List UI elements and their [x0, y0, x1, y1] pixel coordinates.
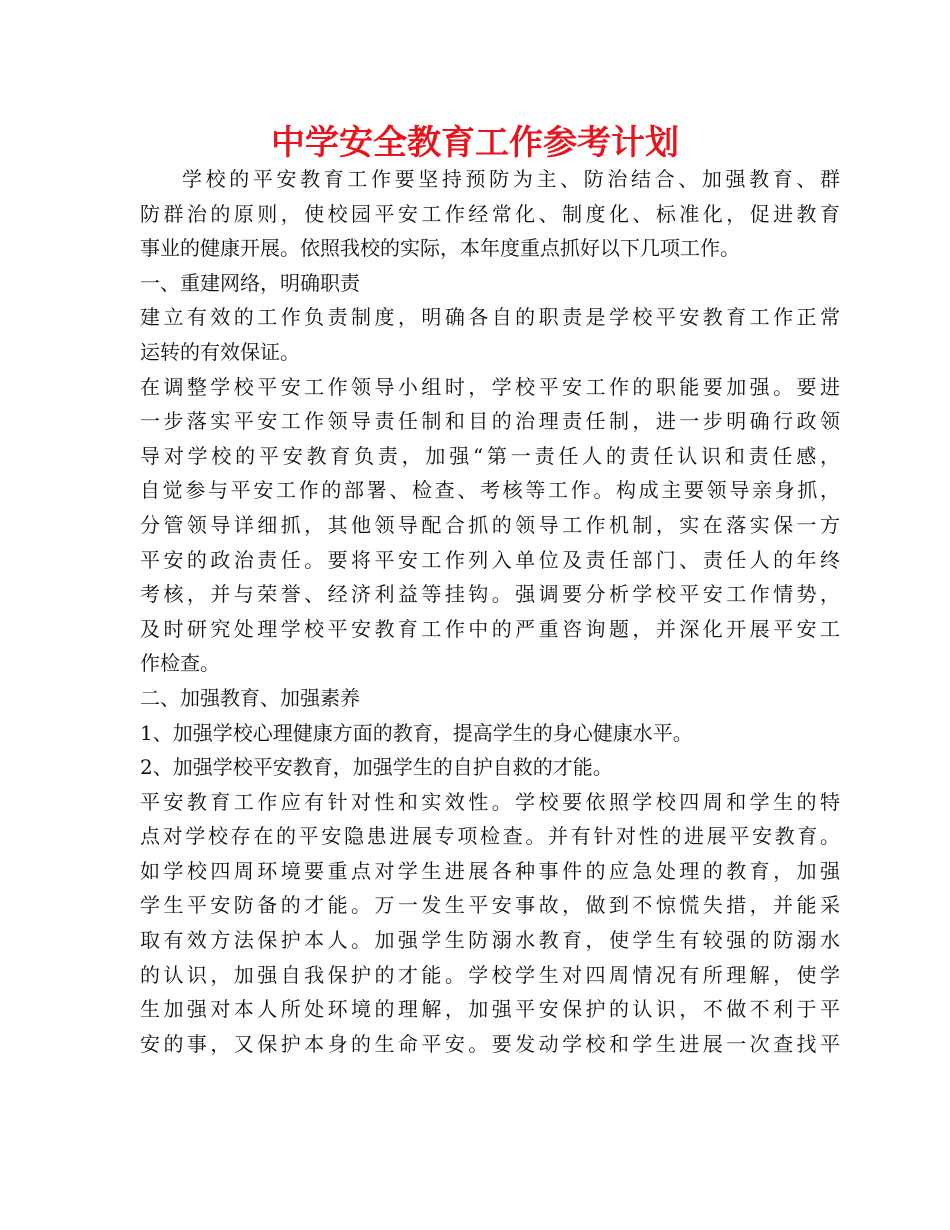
body-line: 自觉参与平安工作的部署、检查、考核等工作。构成主要领导亲身抓， [140, 478, 840, 503]
body-line: 防群治的原则，使校园平安工作经常化、制度化、标准化，促进教育 [140, 201, 840, 226]
body-line: 一步落实平安工作领导责任制和目的治理责任制，进一步明确行政领 [140, 409, 840, 434]
body-line: 1、加强学校心理健康方面的教育，提高学生的身心健康水平。 [140, 720, 693, 745]
body-line: 平安的政治责任。要将平安工作列入单位及责任部门、责任人的年终 [140, 547, 840, 572]
body-line: 2、加强学校平安教育，加强学生的自护自救的才能。 [140, 755, 613, 780]
body-line: 二、加强教育、加强素养 [140, 685, 360, 710]
document-title: 中学安全教育工作参考计划 [271, 123, 679, 163]
body-line: 考核，并与荣誉、经济利益等挂钩。强调要分析学校平安工作情势， [140, 582, 840, 607]
body-line: 点对学校存在的平安隐患进展专项检查。并有针对性的进展平安教育。 [140, 824, 840, 849]
body-line: 运转的有效保证。 [140, 339, 300, 364]
body-line: 作检查。 [140, 651, 220, 676]
body-line: 平安教育工作应有针对性和实效性。学校要依照学校四周和学生的特 [140, 789, 840, 814]
document-body [140, 162, 840, 1061]
body-line: 事业的健康开展。依照我校的实际，本年度重点抓好以下几项工作。 [140, 236, 740, 261]
body-line: 学生平安防备的才能。万一发生平安事故，做到不惊慌失措，并能采 [140, 893, 840, 918]
body-line: 的认识，加强自我保护的才能。学校学生对四周情况有所理解，使学 [140, 962, 840, 987]
body-line: 一、重建网络，明确职责 [140, 270, 360, 295]
body-line: 安的事，又保护本身的生命平安。要发动学校和学生进展一次查找平 [140, 1031, 840, 1056]
body-line: 取有效方法保护本人。加强学生防溺水教育，使学生有较强的防溺水 [140, 928, 840, 953]
body-line: 在调整学校平安工作领导小组时，学校平安工作的职能要加强。要进 [140, 374, 840, 399]
body-line: 学校的平安教育工作要坚持预防为主、防治结合、加强教育、群 [182, 167, 840, 191]
body-line: 及时研究处理学校平安教育工作中的严重咨询题，并深化开展平安工 [140, 616, 840, 641]
body-line: 建立有效的工作负责制度，明确各自的职责是学校平安教育工作正常 [140, 305, 840, 330]
body-line: 如学校四周环境要重点对学生进展各种事件的应急处理的教育，加强 [140, 858, 840, 883]
body-line: 分管领导详细抓，其他领导配合抓的领导工作机制，实在落实保一方 [140, 512, 840, 537]
body-line: 生加强对本人所处环境的理解，加强平安保护的认识，不做不利于平 [140, 997, 840, 1022]
body-line: 导对学校的平安教育负责，加强“第一责任人的责任认识和责任感， [140, 443, 840, 468]
